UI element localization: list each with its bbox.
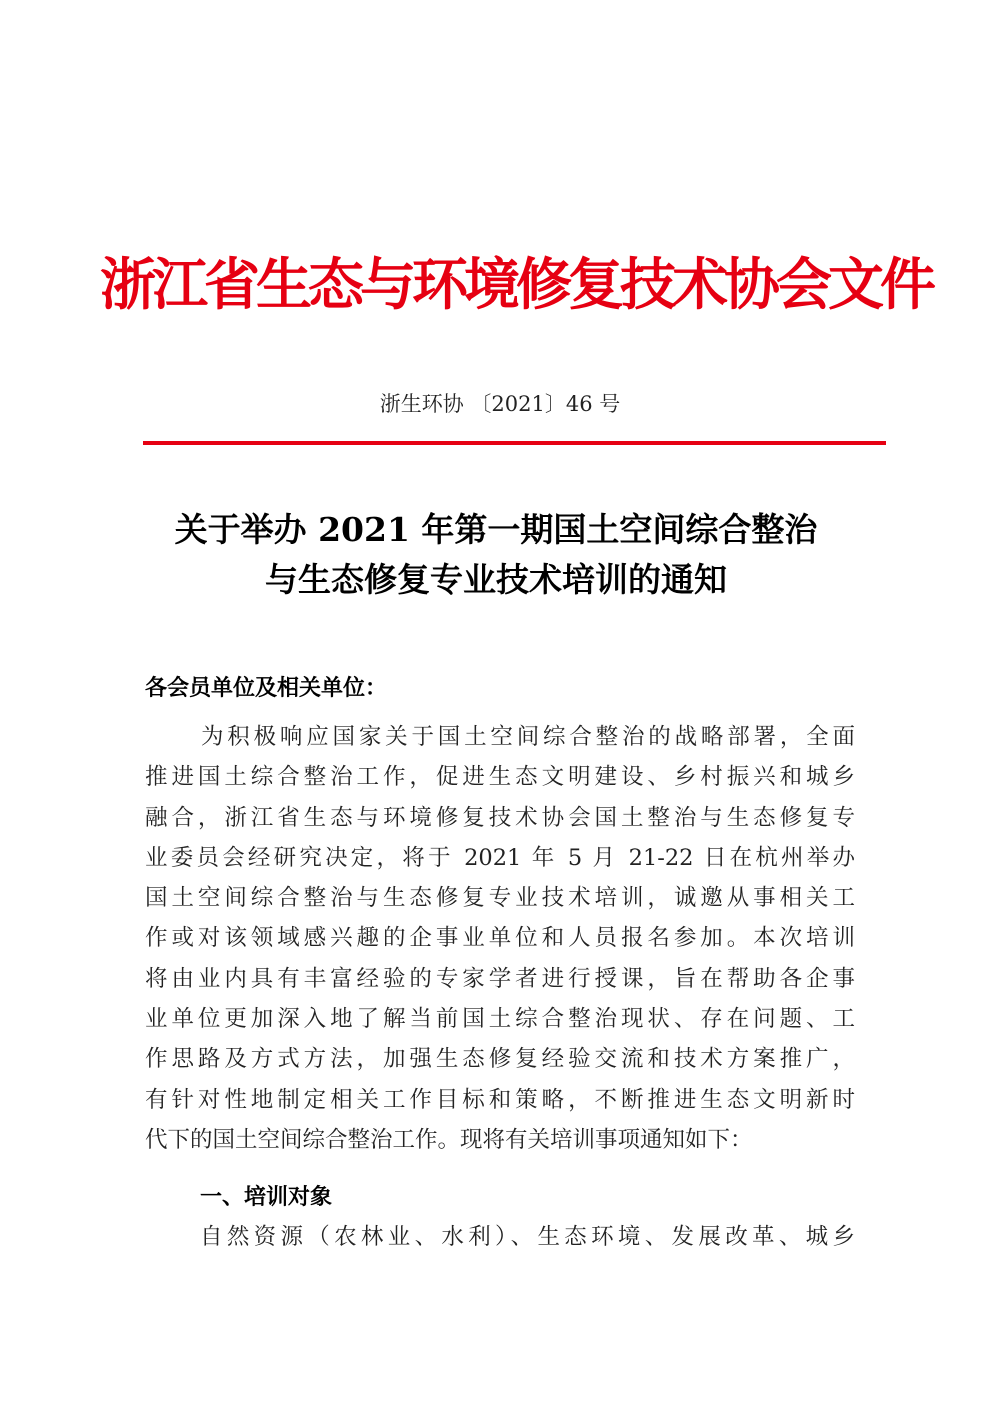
body-line: 业单位更加深入地了解当前国土综合整治现状、存在问题、工 [145,1006,855,1033]
body-line: 作思路及方式方法，加强生态修复经验交流和技术方案推广， [145,1046,855,1073]
notice-title-line-1: 关于举办 2021 年第一期国土空间综合整治 [174,510,818,549]
body-line: 业委员会经研究决定，将于 2021 年 5 月 21-22 日在杭州举办 [145,844,855,871]
red-divider-rule [143,441,886,445]
section-body-line: 自然资源（农林业、水利）、生态环境、发展改革、城乡 [200,1224,855,1250]
body-line: 为积极响应国家关于国土空间综合整治的战略部署，全面 [201,724,855,750]
body-line: 将由业内具有丰富经验的专家学者进行授课，旨在帮助各企事 [145,965,855,992]
body-paragraph [145,717,855,1160]
body-line: 国土空间综合整治与生态修复专业技术培训，诚邀从事相关工 [145,885,855,912]
body-line: 融合，浙江省生态与环境修复技术协会国土整治与生态修复专 [145,804,855,831]
body-line: 推进国土综合整治工作，促进生态文明建设、乡村振兴和城乡 [145,764,855,791]
body-line: 有针对性地制定相关工作目标和策略，不断推进生态文明新时 [145,1086,855,1113]
notice-title-line-2: 与生态修复专业技术培训的通知 [265,560,727,599]
body-line: 作或对该领域感兴趣的企事业单位和人员报名参加。本次培训 [145,925,855,952]
org-document-header: 浙江省生态与环境修复技术协会文件 [100,252,932,318]
section-heading-training-targets: 一、培训对象 [200,1184,333,1210]
salutation: 各会员单位及相关单位： [145,675,388,701]
body-line: 代下的国土空间综合整治工作。现将有关培训事项通知如下： [145,1126,753,1153]
notice-title [100,505,892,605]
document-number: 浙生环协 〔2021〕46 号 [379,392,621,416]
